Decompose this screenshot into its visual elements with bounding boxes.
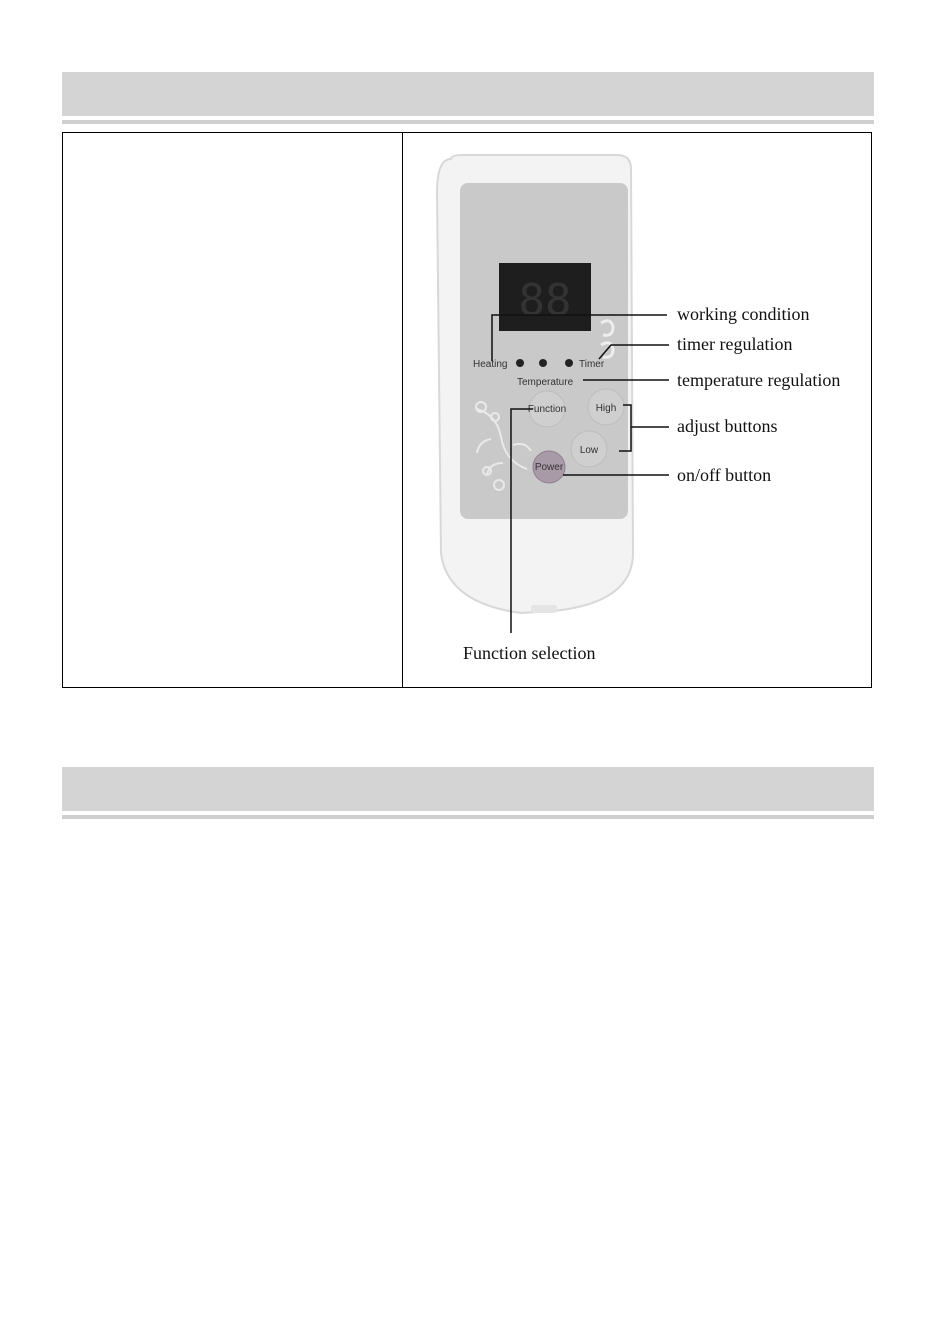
table-cell-illustration: [403, 133, 871, 687]
power-button-label: Power: [534, 462, 564, 473]
section-header-bar-1: [62, 72, 874, 116]
device-bottom-nub: [531, 605, 557, 613]
control-panel-table: [62, 132, 872, 688]
callout-working-condition: working condition: [677, 304, 810, 324]
high-button-label: High: [595, 403, 617, 414]
timer-indicator-label: Timer: [579, 359, 605, 370]
function-button[interactable]: [528, 391, 566, 427]
callout-function-selection: Function selection: [463, 643, 596, 663]
callout-temperature-regulation: temperature regulation: [677, 370, 841, 390]
section-header-underline: [62, 815, 874, 819]
callout-on-off-button: on/off button: [677, 465, 772, 485]
temperature-indicator-label: Temperature: [517, 377, 574, 388]
callout-timer-regulation: timer regulation: [677, 334, 793, 354]
heating-indicator-light: [516, 359, 524, 367]
function-button-label: Function: [527, 404, 567, 415]
high-button[interactable]: [588, 389, 624, 425]
low-button-label: Low: [579, 445, 599, 456]
led-digits-icon: 88: [518, 275, 572, 326]
heating-indicator-label: Heating: [473, 359, 508, 370]
table-cell-description: [63, 133, 402, 687]
callout-adjust-buttons: adjust buttons: [677, 416, 778, 436]
temperature-indicator-light: [539, 359, 547, 367]
power-button[interactable]: [533, 451, 565, 483]
timer-indicator-light: [565, 359, 573, 367]
section-header-bar-2: [62, 767, 874, 811]
low-button[interactable]: [571, 431, 607, 467]
section-header-underline: [62, 120, 874, 124]
control-panel-illustration: [403, 133, 873, 689]
